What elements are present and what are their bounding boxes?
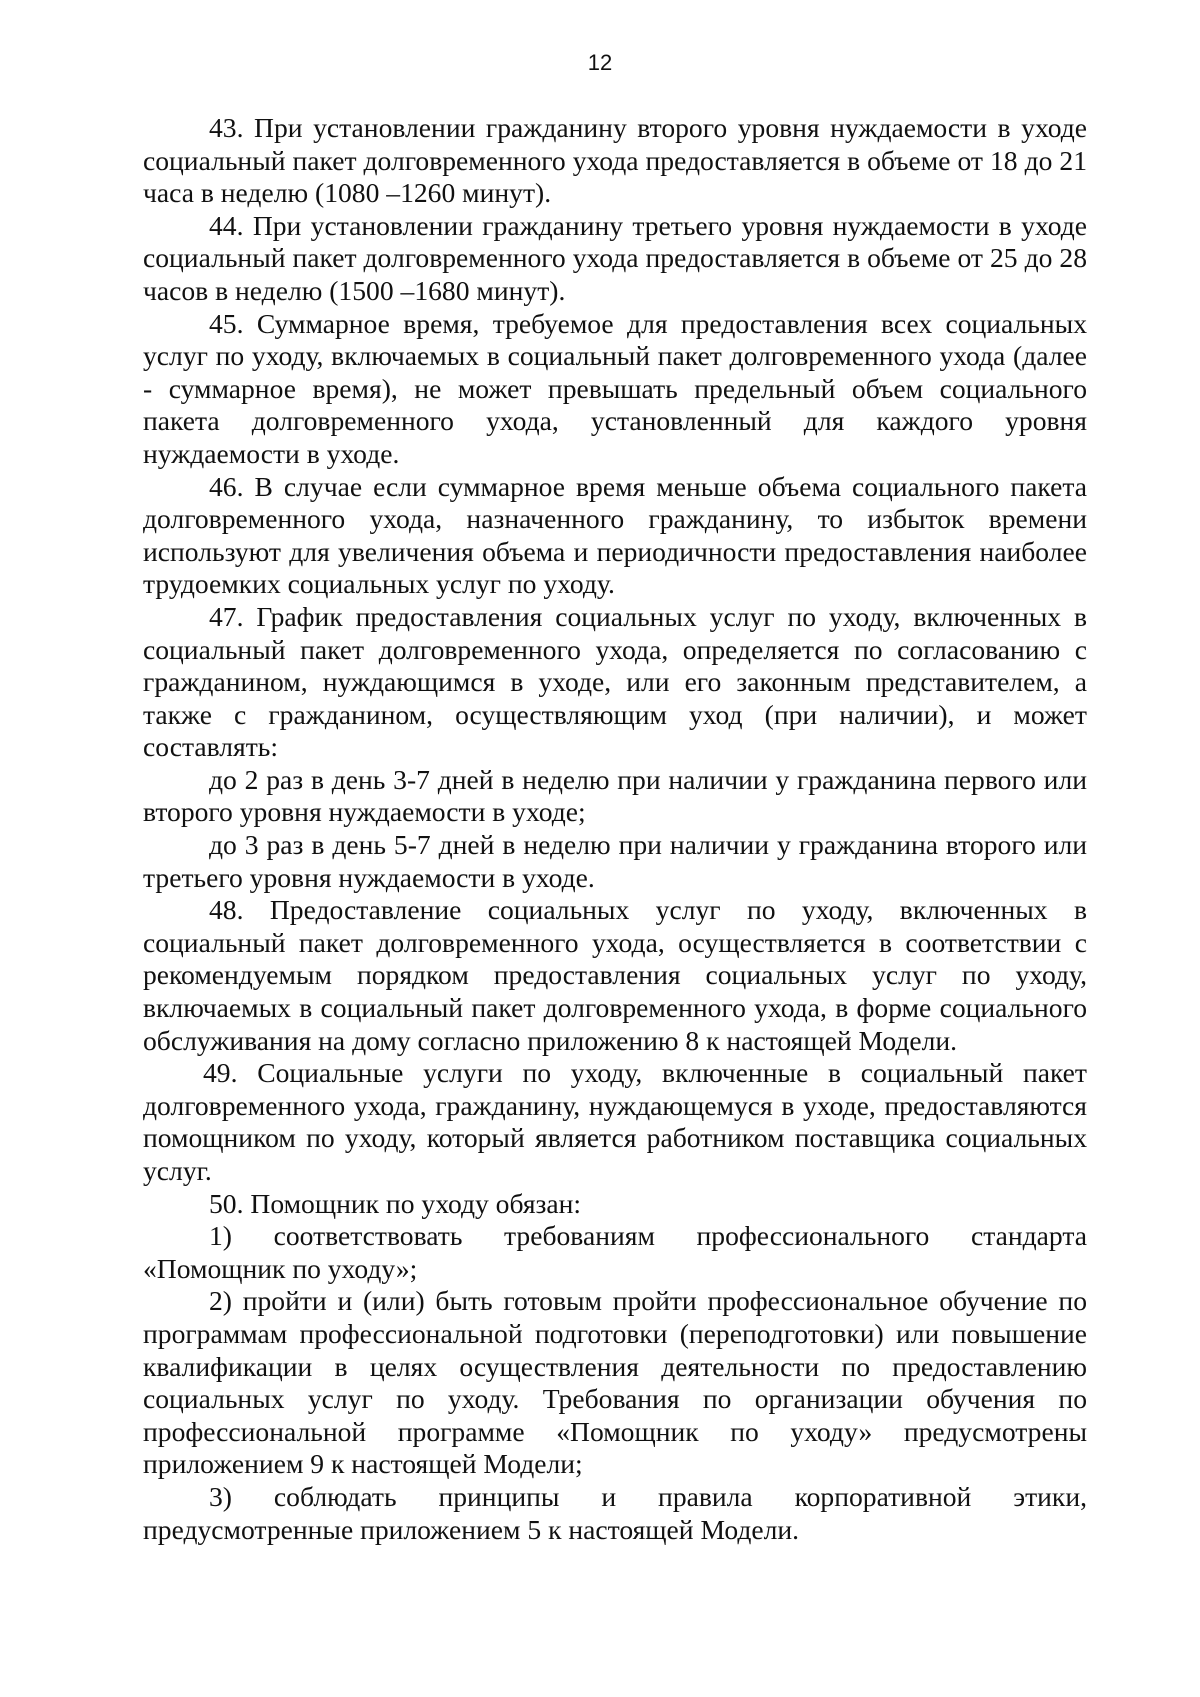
paragraph-43: 43. При установлении гражданину второго уровня нуждаемости в уходе социальный пакет долговременного ухода предоставляется в объеме от 18 до 21 часа в неделю (1080 –1260 минут). [143,112,1087,209]
paragraph-47: 47. График предоставления социальных услуг по уходу, включенных в социальный пакет долговременного ухода, определяется по согласованию с гражданином, нуждающимся в уходе, или его законным представителем, а также с гражданином, осуществляющим уход (при наличии), и может составлять: [143,600,1087,763]
paragraph-49: 49. Социальные услуги по уходу, включенные в социальный пакет долговременного ухода, гражданину, нуждающемуся в уходе, предоставляются помощником по уходу, который является работником поставщика социальных услуг. [143,1057,1087,1186]
paragraph-47-option-1: до 2 раз в день 3-7 дней в неделю при наличии у гражданина первого или второго уровня нуждаемости в уходе; [143,763,1087,828]
paragraph-46: 46. В случае если суммарное время меньше объема социального пакета долговременного ухода, назначенного гражданину, то избыток времени используют для увеличения объема и периодичности предоставления наиболее трудоемких социальных услуг по уходу. [143,470,1087,600]
page-number: 12 [587,50,613,75]
paragraph-45: 45. Суммарное время, требуемое для предоставления всех социальных услуг по уходу, включаемых в социальный пакет долговременного ухода (далее - суммарное время), не может превышать предельный объем социального пакета долговременного ухода, установленный для каждого уровня нуждаемости в уходе. [143,307,1087,469]
paragraph-44: 44. При установлении гражданину третьего уровня нуждаемости в уходе социальный пакет долговременного ухода предоставляется в объеме от 25 до 28 часов в неделю (1500 –1680 минут). [143,209,1087,306]
paragraph-47-option-2: до 3 раз в день 5-7 дней в неделю при наличии у гражданина второго или третьего уровня нуждаемости в уходе. [143,829,1087,893]
paragraph-50-item-1: 1) соответствовать требованиям профессионального стандарта «Помощник по уходу»; [143,1220,1087,1284]
paragraph-48: 48. Предоставление социальных услуг по уходу, включенных в социальный пакет долговременного ухода, осуществляется в соответствии с рекомендуемым порядком предоставления социальных услуг по уходу, включаемых в социальный пакет долговременного ухода, в форме социального обслуживания на дому согласно приложению 8 к настоящей Модели. [143,894,1087,1056]
paragraph-50-item-2: 2) пройти и (или) быть готовым пройти профессиональное обучение по программам профессиональной подготовки (переподготовки) или повышение квалификации в целях осуществления деятельности по предоставлению социальных услуг по уходу. Требования по организации обучения по профессиональной программе «Помощник по уходу» предусмотрены приложением 9 к настоящей Модели; [143,1285,1087,1480]
paragraph-50-item-3: 3) соблюдать принципы и правила корпоративной этики, предусмотренные приложением 5 к настоящей Модели. [143,1480,1087,1545]
document-body [143,112,1087,1546]
paragraph-50: 50. Помощник по уходу обязан: [209,1187,582,1219]
